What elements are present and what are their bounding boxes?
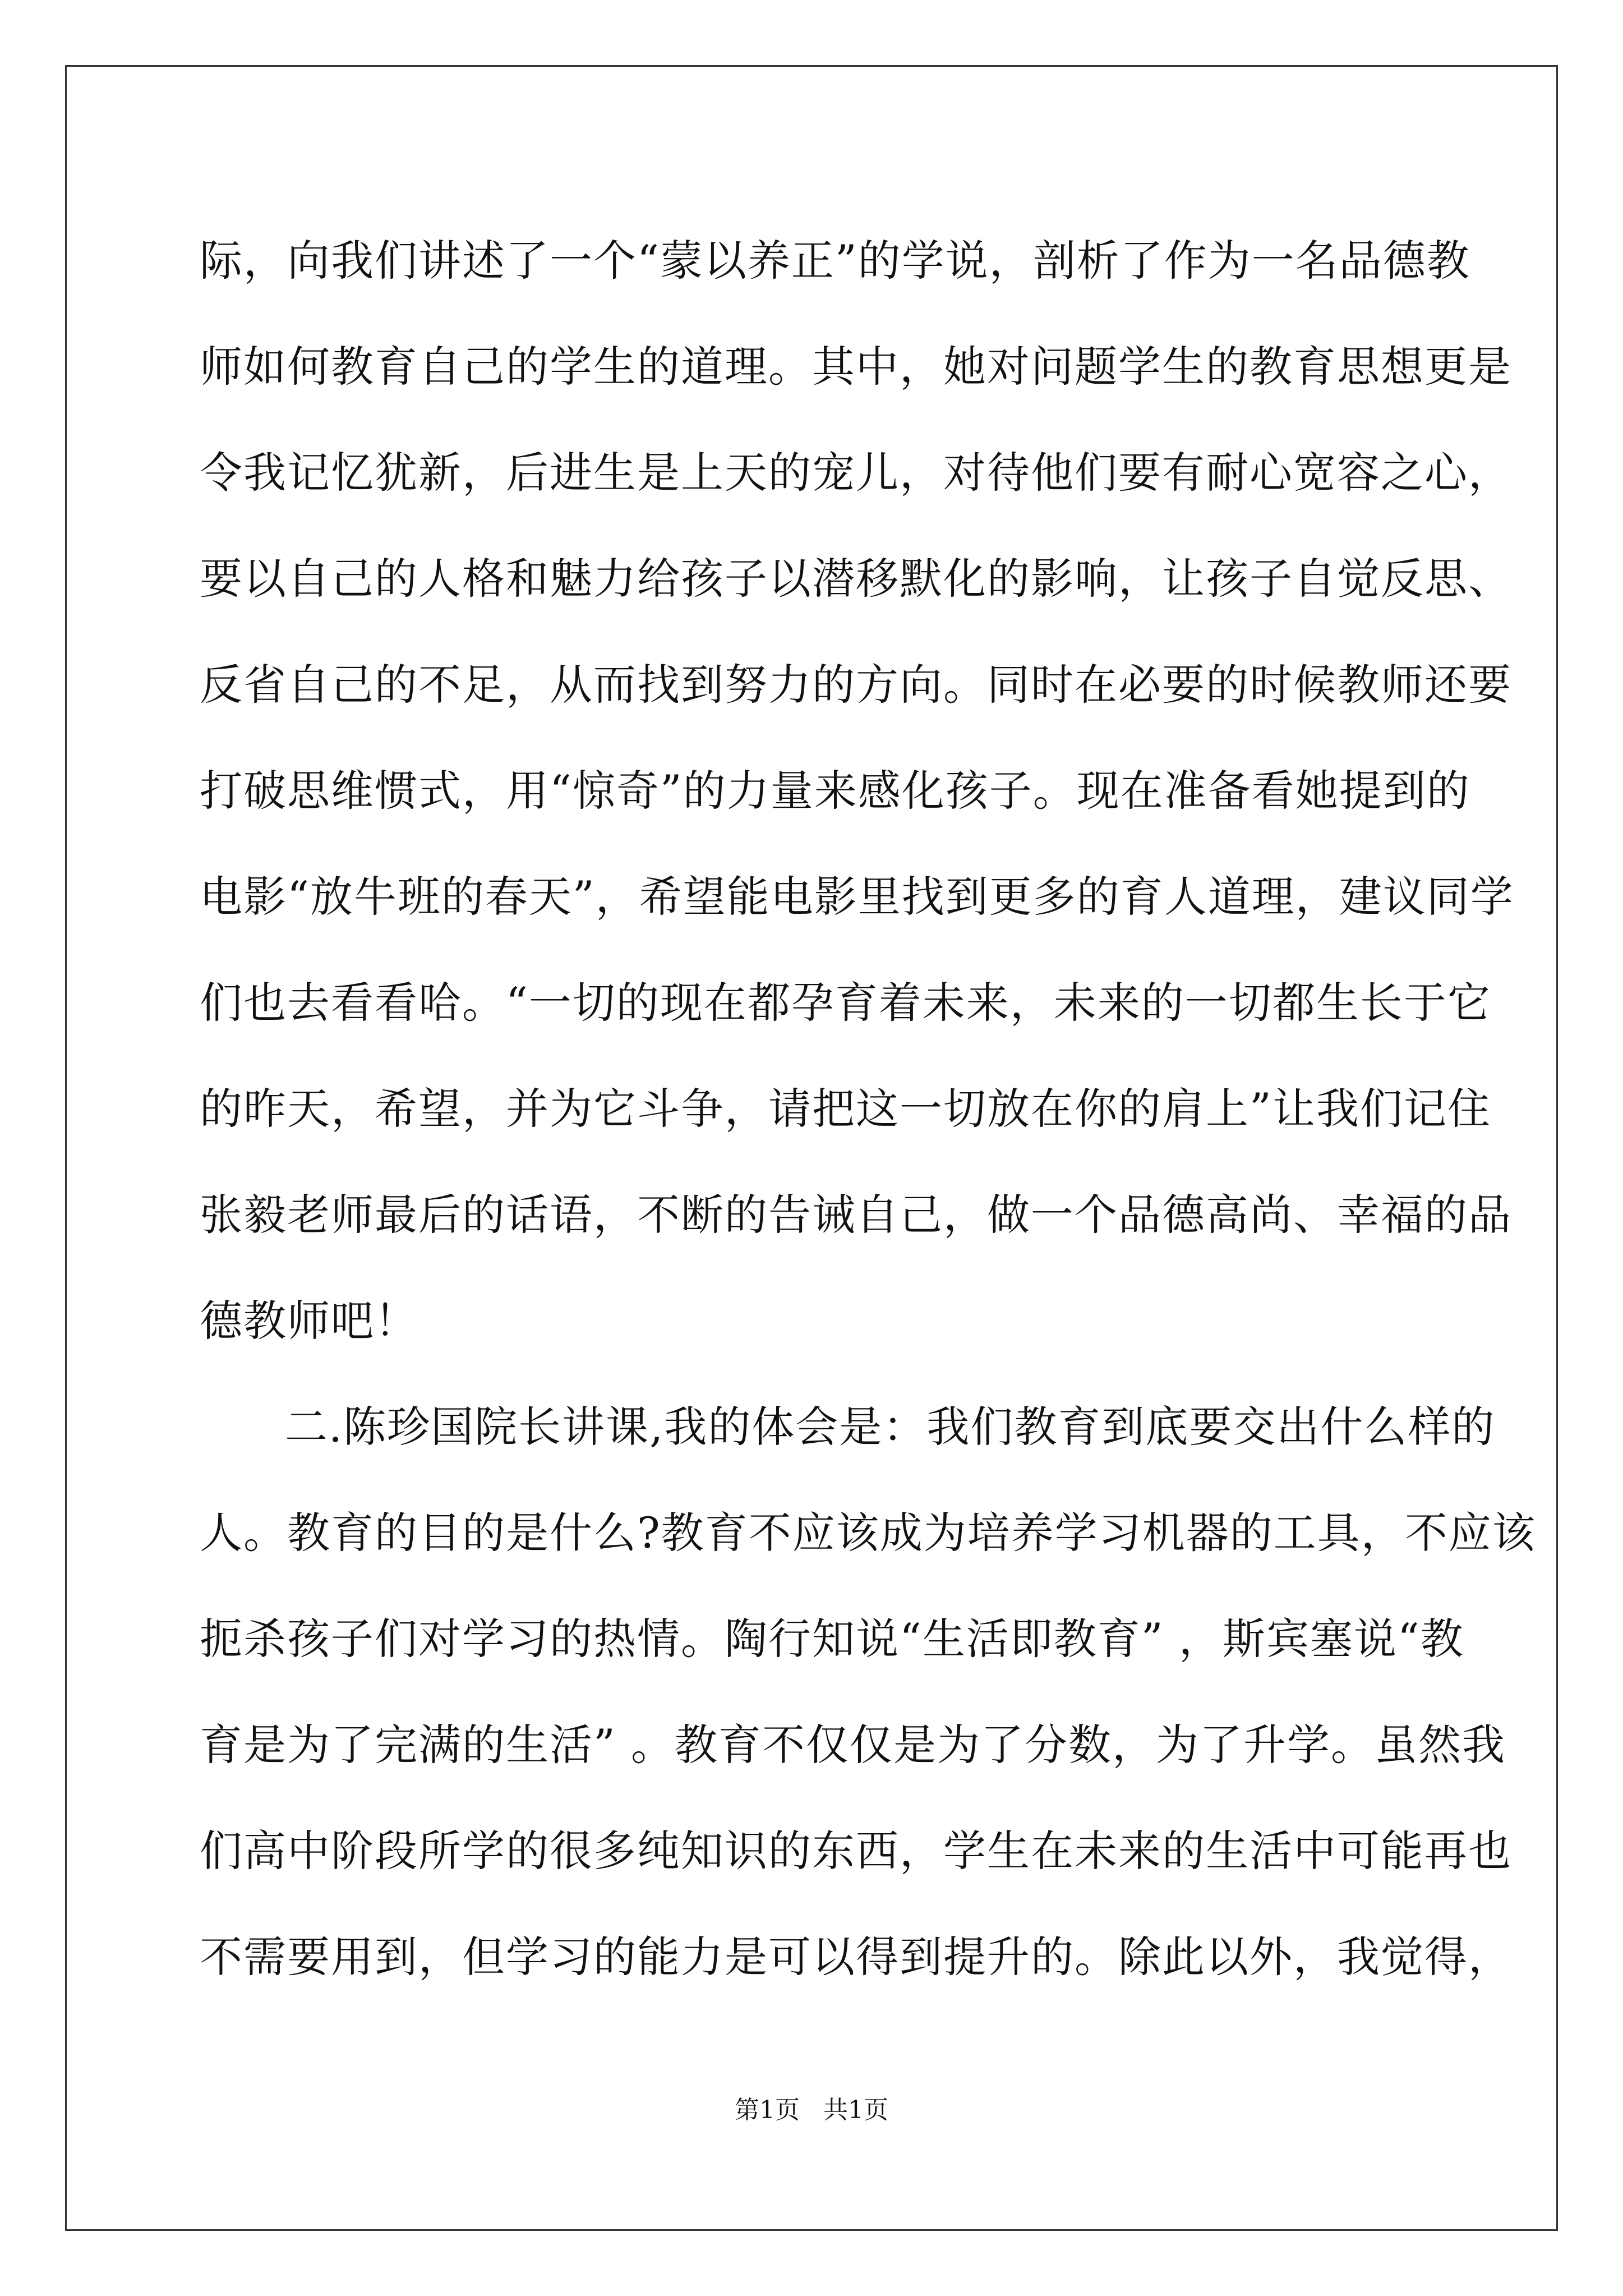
paragraph-line: 反省自己的不足，从而找到努力的方向。同时在必要的时候教师还要 — [200, 660, 1512, 710]
paragraph-line: 张毅老师最后的话语，不断的告诫自己，做一个品德高尚、幸福的品 — [200, 1190, 1512, 1240]
paragraph-line: 育是为了完满的生活” 。教育不仅仅是为了分数，为了升学。虽然我 — [200, 1720, 1506, 1770]
paragraph-line: 电影“放牛班的春天”，希望能电影里找到更多的育人道理，建议同学 — [200, 872, 1514, 922]
paragraph-line: 师如何教育自己的学生的道理。其中，她对问题学生的教育思想更是 — [200, 342, 1512, 392]
paragraph-line: 打破思维惯式，用“惊奇”的力量来感化孩子。现在准备看她提到的 — [200, 766, 1470, 816]
paragraph-line: 们也去看看哈。“一切的现在都孕育着未来，未来的一切都生长于它 — [200, 978, 1491, 1028]
paragraph-line: 人。教育的目的是什么?教育不应该成为培养学习机器的工具，不应该 — [200, 1508, 1536, 1558]
paragraph-line: 二.陈珍国院长讲课,我的体会是：我们教育到底要交出什么样的 — [285, 1402, 1496, 1452]
paragraph-line: 令我记忆犹新，后进生是上天的宠儿，对待他们要有耐心宽容之心， — [200, 448, 1512, 498]
paragraph-line: 不需要用到，但学习的能力是可以得到提升的。除此以外，我觉得， — [200, 1932, 1512, 1982]
paragraph-line: 们高中阶段所学的很多纯知识的东西，学生在未来的生活中可能再也 — [200, 1826, 1512, 1876]
paragraph-line: 德教师吧！ — [200, 1296, 418, 1346]
paragraph-line: 扼杀孩子们对学习的热情。陶行知说“生活即教育” ，斯宾塞说“教 — [200, 1614, 1464, 1664]
page-number-footer: 第1页 共1页 — [735, 2096, 888, 2124]
paragraph-line: 际，向我们讲述了一个“蒙以养正”的学说，剖析了作为一名品德教 — [200, 236, 1470, 286]
document-body — [200, 208, 1536, 2010]
paragraph-line: 要以自己的人格和魅力给孩子以潜移默化的影响，让孩子自觉反思、 — [200, 554, 1512, 604]
paragraph-line: 的昨天，希望，并为它斗争，请把这一切放在你的肩上”让我们记住 — [200, 1084, 1491, 1134]
